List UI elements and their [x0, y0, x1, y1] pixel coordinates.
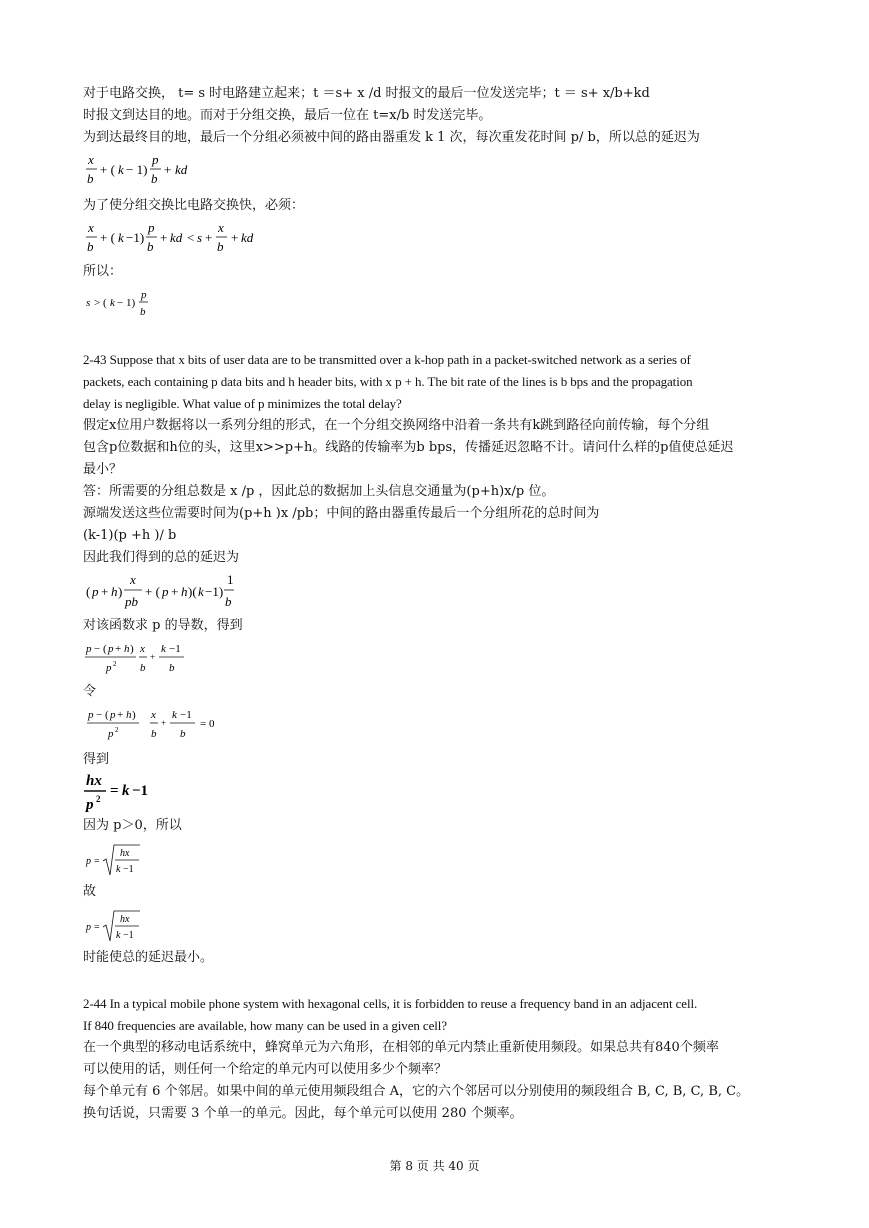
- svg-text:<: <: [187, 230, 195, 245]
- svg-text:− (: − (: [94, 643, 107, 655]
- svg-text:2: 2: [113, 660, 117, 668]
- svg-text:−1: −1: [123, 864, 134, 875]
- question-2-43-en: 2-43 Suppose that x bits of user data are to be transmitted over a k-hop path in a packet-switched network as a series of: [83, 352, 691, 367]
- svg-text:b: b: [87, 171, 94, 186]
- svg-text:): ): [130, 643, 134, 655]
- answer-line: 因此我们得到的总的延迟为: [83, 550, 240, 565]
- formula-p-sqrt: [84, 842, 154, 878]
- question-2-43-cn: 包含p位数据和h位的头，这里x>>p+h。线路的传输率为b bps，传播延迟忽略不计。请问什么样的p值使总延迟: [83, 440, 734, 455]
- answer-line: 得到: [83, 752, 110, 767]
- svg-text:h: h: [111, 584, 118, 599]
- svg-text:p: p: [106, 662, 112, 674]
- svg-text:k: k: [198, 584, 204, 599]
- svg-text:kd: kd: [175, 162, 188, 177]
- svg-text:x: x: [151, 709, 156, 721]
- formula-p-sqrt: [84, 908, 154, 944]
- svg-text:x: x: [88, 220, 94, 235]
- svg-text:b: b: [169, 662, 175, 674]
- svg-text:b: b: [140, 306, 146, 318]
- svg-text:hx: hx: [120, 914, 130, 925]
- svg-text:k: k: [110, 297, 115, 309]
- answer-line: 故: [83, 884, 97, 899]
- svg-text:− (: − (: [96, 709, 109, 721]
- svg-text:= 0: = 0: [200, 718, 215, 730]
- svg-text:s: s: [197, 230, 203, 245]
- svg-text:k: k: [122, 783, 130, 799]
- question-2-43-cn: 假定x位用户数据将以一系列分组的形式，在一个分组交换网络中沿着一条共有k跳到路径向前传输，每个分组: [83, 418, 710, 433]
- svg-text:+: +: [205, 230, 213, 245]
- svg-text:+: +: [161, 718, 167, 728]
- svg-text:b: b: [151, 171, 158, 186]
- svg-text:p: p: [148, 220, 155, 235]
- svg-text:p: p: [141, 289, 147, 301]
- svg-text:−1: −1: [180, 709, 192, 721]
- svg-text:+: +: [117, 709, 124, 721]
- formula-result: [84, 288, 164, 320]
- answer-line: 对该函数求 p 的导数，得到: [83, 618, 243, 633]
- svg-text:+: +: [150, 652, 156, 662]
- formula-hx-p2: [84, 770, 174, 814]
- svg-text:1: 1: [227, 572, 234, 587]
- question-2-43-cn: 最小？: [83, 462, 123, 477]
- svg-text:hx: hx: [86, 773, 102, 789]
- svg-text:k: k: [118, 162, 124, 177]
- answer-line: 每个单元有 6 个邻居。如果中间的单元使用频段组合 A，它的六个邻居可以分别使用的频段组合 B, C, B, C, B, C。: [83, 1084, 750, 1099]
- svg-text:pb: pb: [125, 594, 138, 609]
- svg-text:h: h: [124, 643, 130, 655]
- question-2-43-en: delay is negligible. What value of p minimizes the total delay?: [83, 396, 402, 411]
- svg-text:−1): −1): [205, 584, 224, 599]
- svg-text:p: p: [86, 856, 91, 867]
- text-line: 所以：: [83, 264, 123, 279]
- svg-text:h: h: [126, 709, 132, 721]
- svg-text:p: p: [152, 152, 159, 167]
- svg-text:−1: −1: [132, 783, 149, 799]
- question-2-43-en: packets, each containing p data bits and h header bits, with x p + h. The bit rate of the lines is b bps and the propagation: [83, 374, 693, 389]
- svg-text:): ): [132, 709, 136, 721]
- formula-inequality: [84, 220, 264, 256]
- svg-text:+ (: + (: [145, 584, 160, 599]
- svg-text:−1: −1: [123, 930, 134, 941]
- svg-text:p: p: [108, 728, 114, 740]
- svg-text:− 1): − 1): [126, 162, 148, 177]
- svg-text:h: h: [181, 584, 188, 599]
- svg-text:=: =: [94, 922, 100, 933]
- svg-text:+: +: [171, 584, 179, 599]
- svg-text:+ (: + (: [100, 230, 115, 245]
- svg-text:x: x: [88, 152, 94, 167]
- svg-text:k: k: [161, 643, 166, 655]
- question-2-44-en: If 840 frequencies are available, how many can be used in a given cell?: [83, 1018, 447, 1033]
- svg-text:b: b: [87, 239, 94, 254]
- question-2-44-cn: 在一个典型的移动电话系统中，蜂窝单元为六角形，在相邻的单元内禁止重新使用频段。如果总共有840个频率: [83, 1040, 719, 1055]
- svg-text:b: b: [217, 239, 224, 254]
- answer-line: 源端发送这些位需要时间为(p+h )x /pb；中间的路由器重传最后一个分组所花的总时间为: [83, 506, 600, 521]
- svg-text:2: 2: [115, 726, 119, 734]
- svg-text:b: b: [180, 728, 186, 740]
- answer-line: 时能使总的延迟最小。: [83, 950, 214, 965]
- svg-text:+: +: [160, 230, 168, 245]
- svg-text:=: =: [110, 783, 119, 799]
- svg-text:kd: kd: [241, 230, 254, 245]
- svg-text:+: +: [101, 584, 109, 599]
- svg-text:p: p: [88, 709, 94, 721]
- svg-text:hx: hx: [120, 848, 130, 859]
- answer-line: 令: [83, 684, 97, 699]
- svg-text:k: k: [172, 709, 177, 721]
- svg-text:=: =: [94, 856, 100, 867]
- svg-text:k: k: [116, 864, 121, 875]
- svg-text:b: b: [225, 594, 232, 609]
- svg-text:k: k: [116, 930, 121, 941]
- formula-total-delay: [84, 572, 254, 612]
- svg-text:p: p: [86, 643, 92, 655]
- text-line: 对于电路交换， t= s 时电路建立起来；t ＝s+ x /d 时报文的最后一位发送完毕；t ＝ s+ x/b+kd: [83, 86, 650, 101]
- svg-text:p: p: [162, 584, 169, 599]
- formula-derivative: [84, 640, 214, 676]
- answer-line: 答：所需要的分组总数是 x /p ，因此总的数据加上头信息交通量为(p+h)x/p 位。: [83, 484, 555, 499]
- svg-text:+: +: [231, 230, 239, 245]
- svg-text:k: k: [118, 230, 124, 245]
- svg-text:− 1): − 1): [117, 297, 136, 309]
- svg-text:+: +: [115, 643, 122, 655]
- svg-text:x: x: [130, 572, 136, 587]
- formula-total-delay-packet: [84, 152, 214, 188]
- svg-text:): ): [118, 584, 123, 599]
- svg-text:)(: )(: [188, 584, 197, 599]
- question-2-44-en: 2-44 In a typical mobile phone system with hexagonal cells, it is forbidden to reuse a frequency band in an adjacent cell.: [83, 996, 698, 1011]
- formula-derivative-zero: [84, 706, 234, 742]
- answer-line: 因为 p＞0，所以: [83, 818, 182, 833]
- svg-text:b: b: [140, 662, 146, 674]
- svg-text:> (: > (: [94, 297, 107, 309]
- svg-text:+ (: + (: [100, 162, 115, 177]
- text-line: 为到达最终目的地，最后一个分组必须被中间的路由器重发 k 1 次，每次重发花时间 p/ b，所以总的延迟为: [83, 130, 700, 145]
- svg-text:p: p: [92, 584, 99, 599]
- answer-line: (k-1)(p +h )/ b: [83, 528, 177, 543]
- svg-text:s: s: [86, 297, 91, 309]
- svg-text:p: p: [110, 709, 116, 721]
- svg-text:x: x: [140, 643, 145, 655]
- svg-text:2: 2: [96, 794, 101, 804]
- svg-text:+: +: [164, 162, 172, 177]
- answer-line: 换句话说，只需要 3 个单一的单元。因此，每个单元可以使用 280 个频率。: [83, 1106, 523, 1121]
- svg-text:p: p: [86, 797, 94, 813]
- svg-text:−1: −1: [169, 643, 181, 655]
- svg-text:p: p: [86, 922, 91, 933]
- svg-text:−1): −1): [126, 230, 145, 245]
- text-line: 时报文到达目的地。而对于分组交换，最后一位在 t=x/b 时发送完毕。: [83, 108, 492, 123]
- page-footer: 第 8 页 共 40 页: [389, 1159, 480, 1173]
- svg-text:b: b: [151, 728, 157, 740]
- svg-text:(: (: [86, 584, 91, 599]
- svg-text:x: x: [218, 220, 224, 235]
- question-2-44-cn: 可以使用的话，则任何一个给定的单元内可以使用多少个频率？: [83, 1062, 448, 1077]
- svg-text:p: p: [108, 643, 114, 655]
- text-line: 为了使分组交换比电路交换快，必须：: [83, 198, 305, 213]
- svg-text:b: b: [147, 239, 154, 254]
- svg-text:kd: kd: [170, 230, 183, 245]
